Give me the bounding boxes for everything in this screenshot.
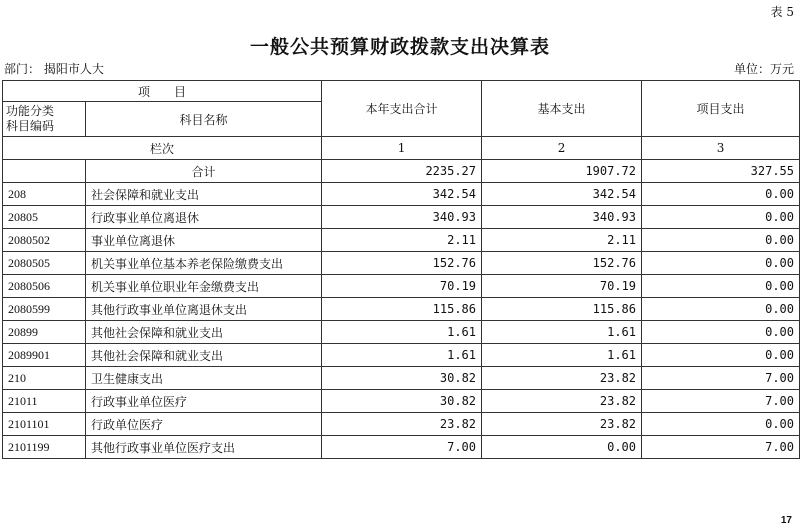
basic-header: 基本支出: [482, 81, 642, 137]
project-cell: 0.00: [642, 183, 800, 206]
index-1: 1: [322, 137, 482, 160]
project-header: 项目支出: [642, 81, 800, 137]
code-header: 功能分类 科目编码: [3, 102, 86, 137]
sum-total: 2235.27: [322, 160, 482, 183]
basic-cell: 23.82: [482, 413, 642, 436]
total-cell: 342.54: [322, 183, 482, 206]
basic-cell: 23.82: [482, 390, 642, 413]
code-cell: 208: [3, 183, 86, 206]
code-cell: 2080505: [3, 252, 86, 275]
name-cell: 卫生健康支出: [86, 367, 322, 390]
project-cell: 0.00: [642, 413, 800, 436]
code-cell: 210: [3, 367, 86, 390]
name-cell: 其他社会保障和就业支出: [86, 321, 322, 344]
table-row: [3, 344, 800, 367]
sum-label: 合计: [86, 160, 322, 183]
total-cell: 2.11: [322, 229, 482, 252]
name-cell: 机关事业单位基本养老保险缴费支出: [86, 252, 322, 275]
name-cell: 行政单位医疗: [86, 413, 322, 436]
table-row: [3, 413, 800, 436]
code-cell: 2080599: [3, 298, 86, 321]
basic-cell: 0.00: [482, 436, 642, 459]
project-cell: 7.00: [642, 390, 800, 413]
unit-label: 单位：万元: [733, 62, 794, 76]
basic-cell: 152.76: [482, 252, 642, 275]
total-cell: 1.61: [322, 321, 482, 344]
table-row: [3, 390, 800, 413]
code-cell: 2080502: [3, 229, 86, 252]
table-row: [3, 321, 800, 344]
index-label: 栏次: [3, 137, 322, 160]
project-cell: 0.00: [642, 321, 800, 344]
page-title: 一般公共预算财政拨款支出决算表: [249, 36, 550, 58]
name-cell: 机关事业单位职业年金缴费支出: [86, 275, 322, 298]
table-row: [3, 367, 800, 390]
table-row: [3, 298, 800, 321]
table-row: [3, 183, 800, 206]
total-cell: 70.19: [322, 275, 482, 298]
total-cell: 30.82: [322, 367, 482, 390]
table-row: [3, 229, 800, 252]
name-header: 科目名称: [86, 102, 322, 137]
expenditure-table: [2, 80, 800, 459]
index-row: [3, 137, 800, 160]
basic-cell: 342.54: [482, 183, 642, 206]
code-cell: 2101101: [3, 413, 86, 436]
total-header: 本年支出合计: [322, 81, 482, 137]
total-cell: 340.93: [322, 206, 482, 229]
index-2: 2: [482, 137, 642, 160]
table-body: [3, 81, 800, 459]
sum-project: 327.55: [642, 160, 800, 183]
index-3: 3: [642, 137, 800, 160]
total-cell: 23.82: [322, 413, 482, 436]
basic-cell: 1.61: [482, 321, 642, 344]
code-cell: 2080506: [3, 275, 86, 298]
basic-cell: 115.86: [482, 298, 642, 321]
code-cell: 20805: [3, 206, 86, 229]
total-cell: 1.61: [322, 344, 482, 367]
project-cell: 0.00: [642, 206, 800, 229]
header-row-1: [3, 81, 800, 102]
table-row: [3, 206, 800, 229]
project-cell: 7.00: [642, 436, 800, 459]
basic-cell: 1.61: [482, 344, 642, 367]
name-cell: 其他行政事业单位离退休支出: [86, 298, 322, 321]
table-row: [3, 252, 800, 275]
project-cell: 0.00: [642, 344, 800, 367]
code-cell: 21011: [3, 390, 86, 413]
basic-cell: 2.11: [482, 229, 642, 252]
total-cell: 7.00: [322, 436, 482, 459]
total-cell: 30.82: [322, 390, 482, 413]
name-cell: 其他社会保障和就业支出: [86, 344, 322, 367]
code-cell: 2089901: [3, 344, 86, 367]
name-cell: 社会保障和就业支出: [86, 183, 322, 206]
project-cell: 0.00: [642, 229, 800, 252]
name-cell: 其他行政事业单位医疗支出: [86, 436, 322, 459]
table-row: [3, 436, 800, 459]
project-cell: 7.00: [642, 367, 800, 390]
sum-row: [3, 160, 800, 183]
name-cell: 行政事业单位医疗: [86, 390, 322, 413]
basic-cell: 70.19: [482, 275, 642, 298]
total-cell: 152.76: [322, 252, 482, 275]
basic-cell: 23.82: [482, 367, 642, 390]
department-label: 部门： 揭阳市人大: [4, 62, 104, 76]
total-cell: 115.86: [322, 298, 482, 321]
table-tag: 表 5: [770, 5, 794, 19]
sum-basic: 1907.72: [482, 160, 642, 183]
project-cell: 0.00: [642, 298, 800, 321]
name-cell: 事业单位离退休: [86, 229, 322, 252]
basic-cell: 340.93: [482, 206, 642, 229]
project-cell: 0.00: [642, 252, 800, 275]
code-cell: 2101199: [3, 436, 86, 459]
project-cell: 0.00: [642, 275, 800, 298]
item-header: 项 目: [3, 81, 322, 102]
sum-code: [3, 160, 86, 183]
code-cell: 20899: [3, 321, 86, 344]
name-cell: 行政事业单位离退休: [86, 206, 322, 229]
page-number: 17: [780, 515, 792, 526]
table-row: [3, 275, 800, 298]
